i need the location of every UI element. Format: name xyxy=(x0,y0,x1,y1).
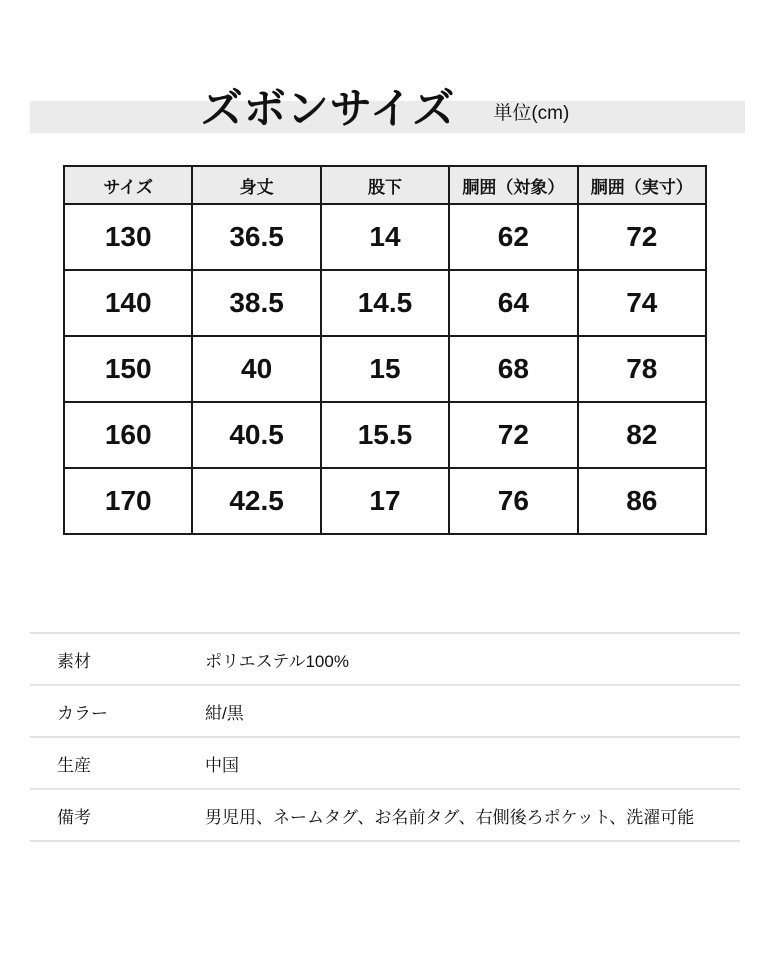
cell-waist-target: 62 xyxy=(449,204,577,270)
cell-waist-actual: 72 xyxy=(578,204,706,270)
cell-size: 140 xyxy=(64,270,192,336)
title-row xyxy=(0,0,770,133)
table-row xyxy=(64,336,706,402)
spec-row-production xyxy=(30,736,740,788)
cell-body-length: 38.5 xyxy=(192,270,320,336)
cell-body-length: 42.5 xyxy=(192,468,320,534)
column-header-body-length: 身丈 xyxy=(192,166,320,204)
spec-label: カラー xyxy=(57,703,108,723)
cell-inseam: 14 xyxy=(321,204,449,270)
cell-body-length: 40.5 xyxy=(192,402,320,468)
column-header-size: サイズ xyxy=(64,166,192,204)
cell-waist-actual: 86 xyxy=(578,468,706,534)
table-row xyxy=(64,402,706,468)
cell-waist-target: 76 xyxy=(449,468,577,534)
column-header-waist-actual: 胴囲（実寸） xyxy=(578,166,706,204)
spec-value: 男児用、ネームタグ、お名前タグ、右側後ろポケット、洗濯可能 xyxy=(205,807,695,827)
spec-value: 紺/黒 xyxy=(205,703,244,723)
spec-label: 生産 xyxy=(57,755,91,775)
table-row xyxy=(64,204,706,270)
unit-label: 単位(cm) xyxy=(493,103,570,124)
spec-row-remarks xyxy=(30,788,740,842)
cell-inseam: 15.5 xyxy=(321,402,449,468)
column-header-waist-target: 胴囲（対象） xyxy=(449,166,577,204)
cell-size: 160 xyxy=(64,402,192,468)
cell-waist-target: 72 xyxy=(449,402,577,468)
spec-value: ポリエステル100% xyxy=(205,651,349,671)
cell-waist-target: 68 xyxy=(449,336,577,402)
page-title: ズボンサイズ xyxy=(200,85,456,132)
column-header-inseam: 股下 xyxy=(321,166,449,204)
cell-size: 170 xyxy=(64,468,192,534)
table-row xyxy=(64,468,706,534)
spec-row-color xyxy=(30,684,740,736)
cell-body-length: 40 xyxy=(192,336,320,402)
table-header-row xyxy=(64,166,706,204)
spec-label: 素材 xyxy=(57,651,91,671)
spec-row-material xyxy=(30,632,740,684)
cell-waist-target: 64 xyxy=(449,270,577,336)
cell-inseam: 17 xyxy=(321,468,449,534)
cell-waist-actual: 82 xyxy=(578,402,706,468)
size-table xyxy=(63,165,707,535)
cell-body-length: 36.5 xyxy=(192,204,320,270)
table-row xyxy=(64,270,706,336)
spec-value: 中国 xyxy=(205,755,239,775)
cell-size: 150 xyxy=(64,336,192,402)
cell-waist-actual: 74 xyxy=(578,270,706,336)
cell-inseam: 15 xyxy=(321,336,449,402)
cell-size: 130 xyxy=(64,204,192,270)
cell-waist-actual: 78 xyxy=(578,336,706,402)
spec-list xyxy=(30,632,740,842)
spec-label: 備考 xyxy=(57,807,91,827)
cell-inseam: 14.5 xyxy=(321,270,449,336)
